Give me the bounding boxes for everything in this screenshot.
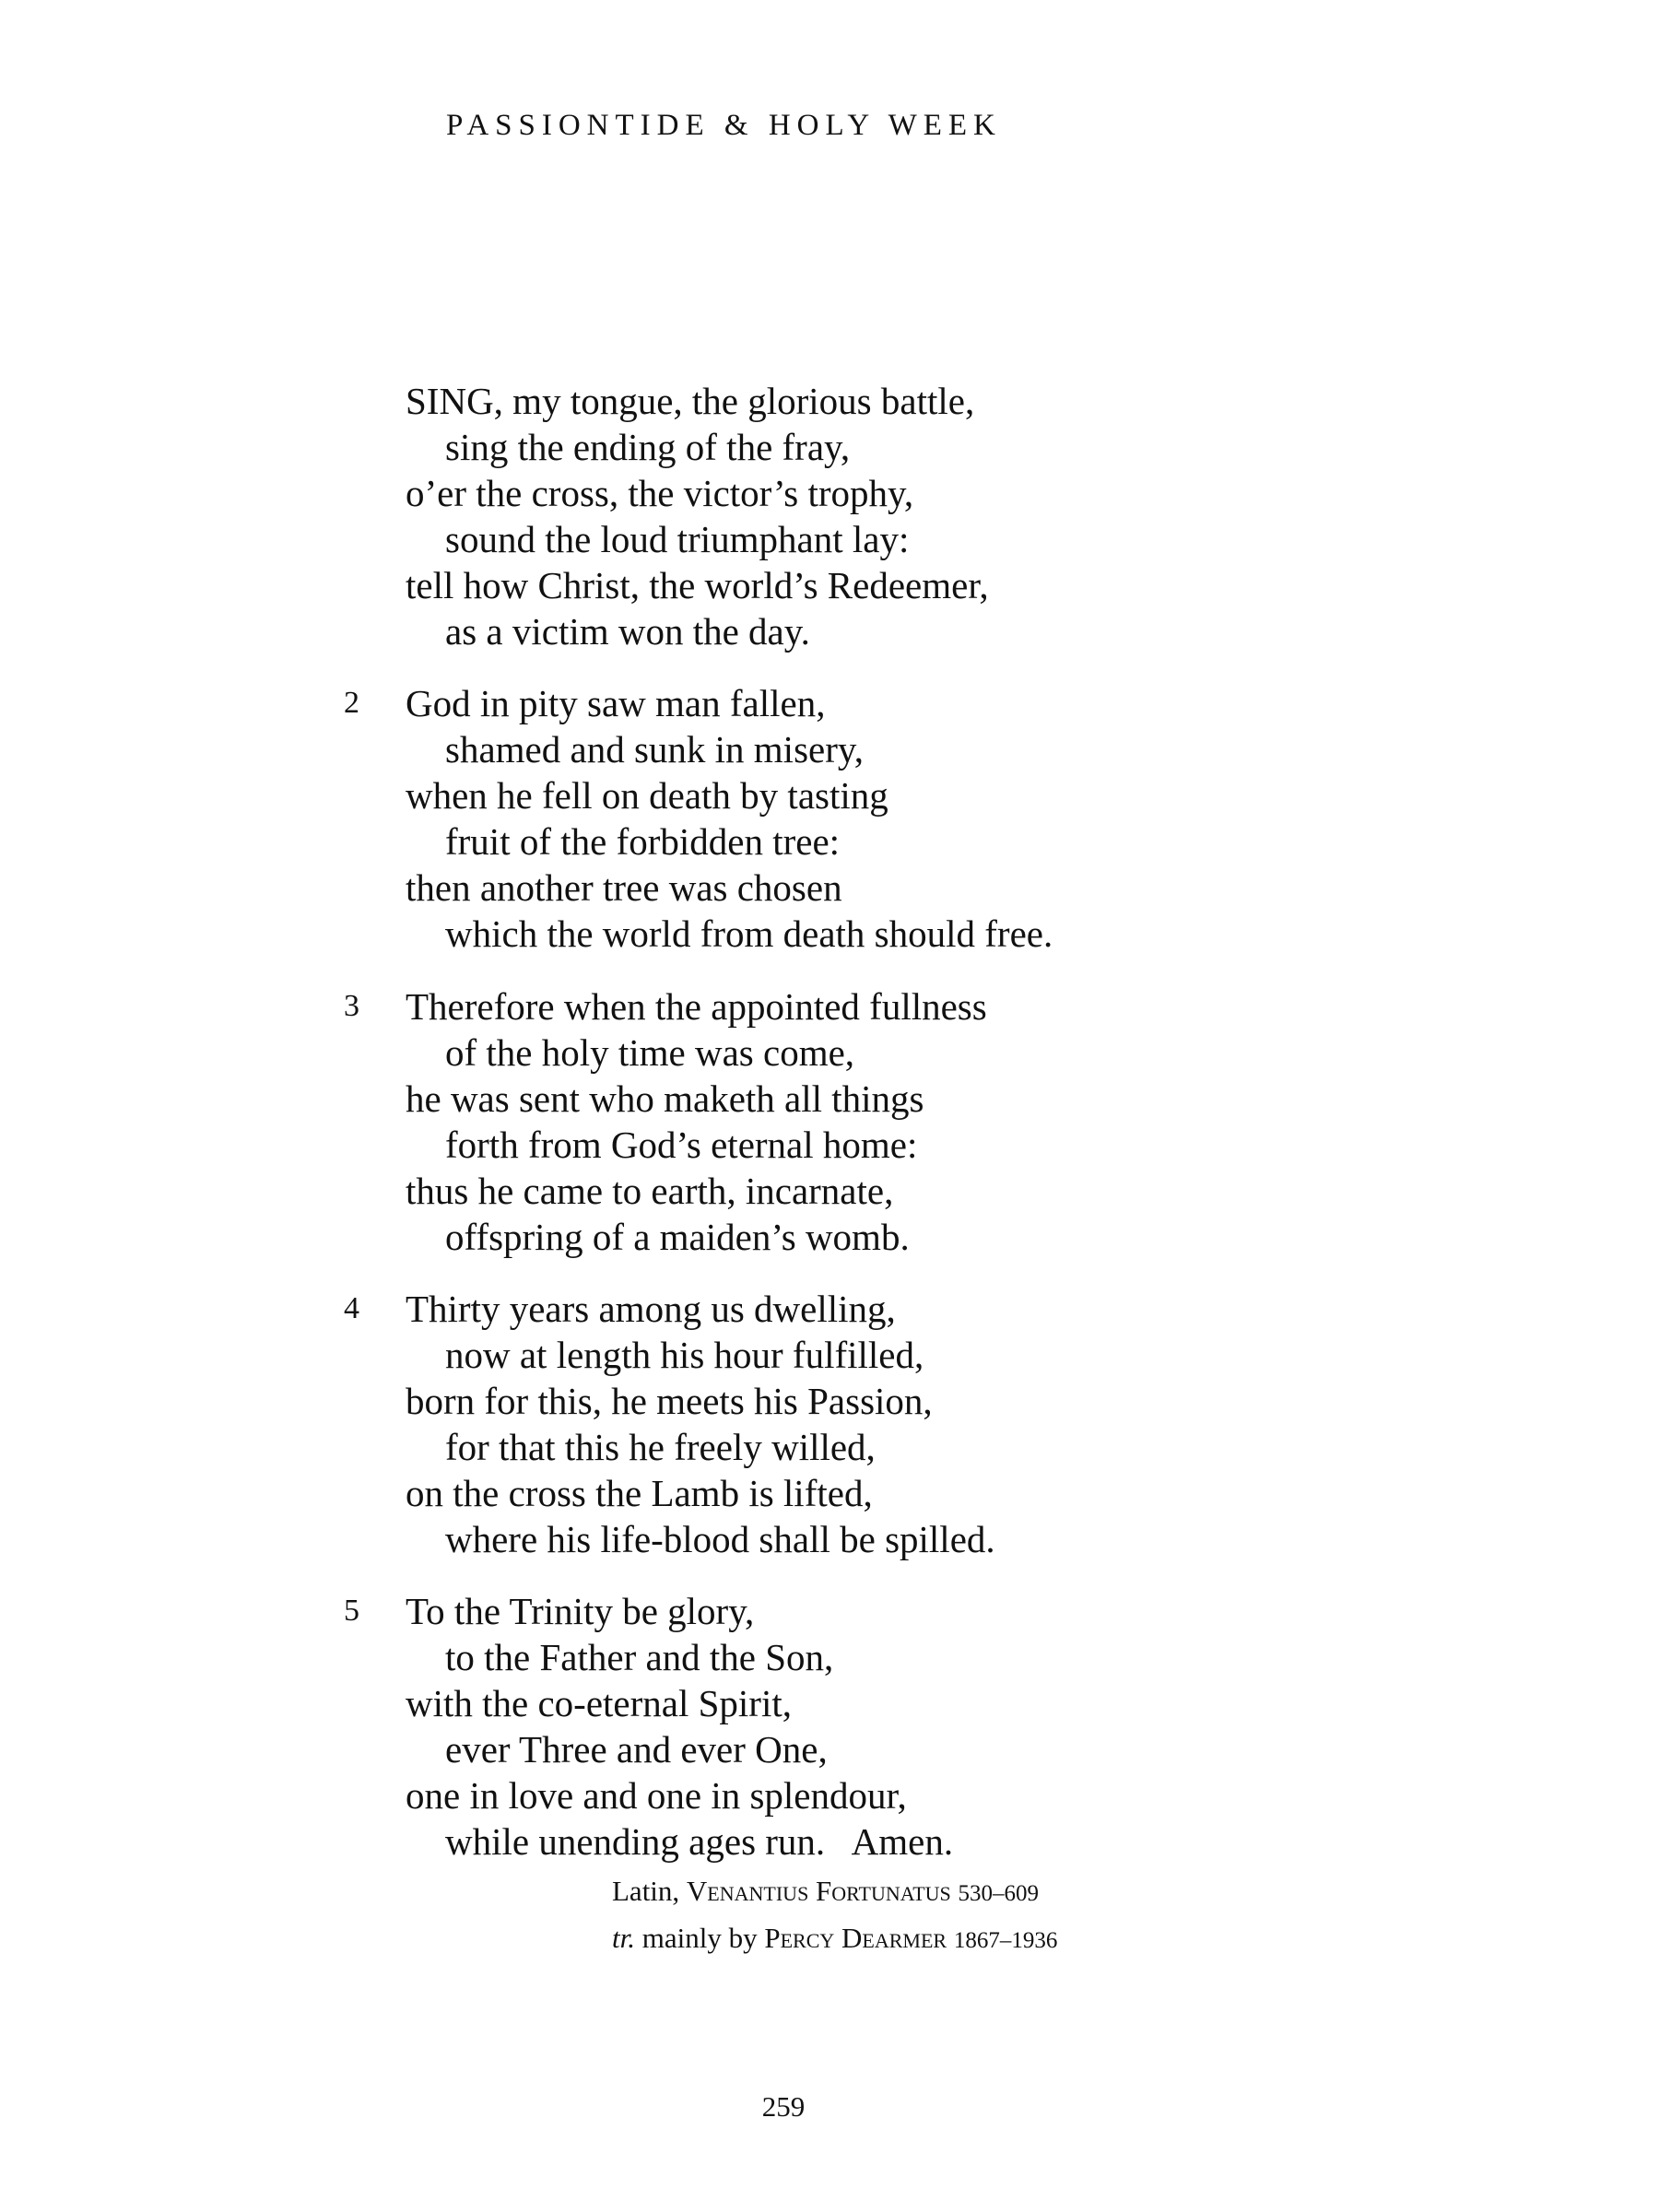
verse-line: fruit of the forbidden tree: [445, 820, 841, 863]
verse-line: tell how Christ, the world’s Redeemer, [406, 564, 989, 606]
verse-line: one in love and one in splendour, [406, 1774, 907, 1817]
verse-line: then another tree was chosen [406, 866, 842, 909]
verse-line: thus he came to earth, incarnate, [406, 1170, 894, 1212]
verse-number: 3 [344, 989, 359, 1023]
verse-line: to the Father and the Son, [445, 1636, 834, 1678]
verse-line: Therefore when the appointed fullness [406, 985, 987, 1028]
verse-number: 4 [344, 1291, 359, 1325]
attribution-translator-dates: 1867–1936 [953, 1928, 1058, 1953]
verse-line: SING, my tongue, the glorious battle, [406, 380, 975, 422]
verse-line: of the holy time was come, [445, 1031, 855, 1074]
verse-line: shamed and sunk in misery, [445, 728, 864, 771]
attribution [612, 1869, 1057, 1963]
verse-line: ever Three and ever One, [445, 1728, 828, 1771]
verse-number: 5 [344, 1594, 359, 1628]
verse-line: while unending ages run. Amen. [445, 1820, 954, 1863]
running-head: PASSIONTIDE & HOLY WEEK [446, 109, 1002, 142]
attribution-translator-line [612, 1916, 1057, 1963]
verse-line: forth from God’s eternal home: [445, 1124, 918, 1166]
verse-line: To the Trinity be glory, [406, 1590, 755, 1632]
verse-line: God in pity saw man fallen, [406, 682, 826, 724]
attribution-author-name: Venantius Fortunatus [686, 1875, 951, 1907]
attribution-translation-abbrev: tr. [612, 1922, 635, 1954]
verse-line: born for this, he meets his Passion, [406, 1380, 933, 1422]
attribution-author-line [612, 1869, 1057, 1916]
attribution-language: Latin, [612, 1875, 687, 1907]
verse-line: with the co-eternal Spirit, [406, 1682, 792, 1724]
page-number: 259 [761, 2090, 806, 2123]
attribution-author-dates: 530–609 [958, 1881, 1040, 1906]
verse-line: o’er the cross, the victor’s trophy, [406, 472, 914, 514]
verse-line: as a victim won the day. [445, 610, 810, 653]
verse-number: 2 [344, 686, 359, 720]
verse-line: for that this he freely willed, [445, 1426, 876, 1468]
verse-line: offspring of a maiden’s womb. [445, 1216, 910, 1258]
attribution-translator-name: Percy Dearmer [764, 1922, 947, 1954]
verse-line: on the cross the Lamb is lifted, [406, 1472, 873, 1514]
verse-line: Thirty years among us dwelling, [406, 1288, 896, 1330]
verse-line: now at length his hour fulfilled, [445, 1334, 924, 1376]
verse-line: sing the ending of the fray, [445, 426, 851, 468]
verse-line: he was sent who maketh all things [406, 1077, 924, 1120]
verse-line: sound the loud triumphant lay: [445, 518, 910, 560]
verse-line: where his life-blood shall be spilled. [445, 1518, 995, 1560]
verse-line: which the world from death should free. [445, 912, 1053, 955]
attribution-translator-prefix: mainly by [635, 1922, 765, 1954]
verse-line: when he fell on death by tasting [406, 774, 888, 817]
